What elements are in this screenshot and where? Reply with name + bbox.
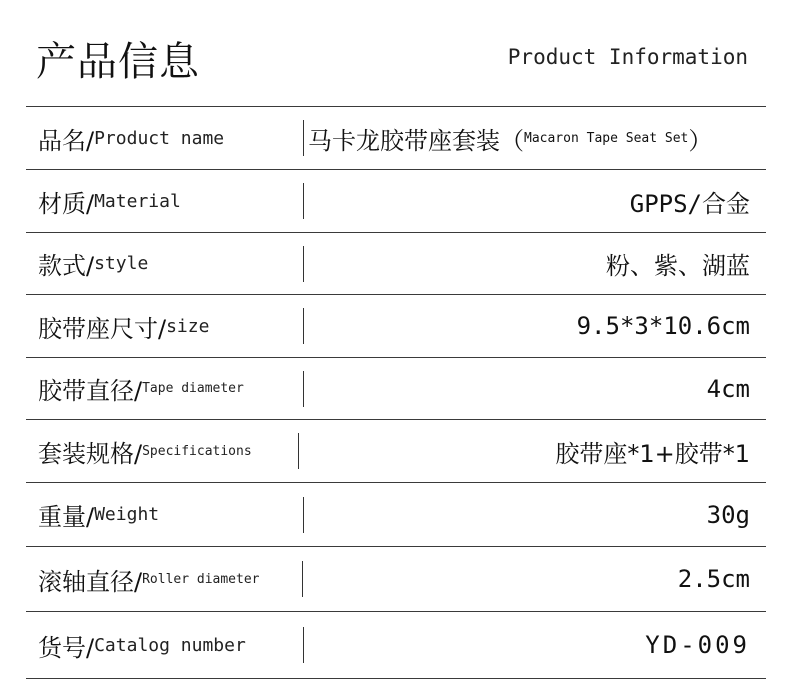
spec-label — [38, 233, 148, 294]
spec-value — [606, 233, 750, 294]
column-separator — [303, 183, 304, 219]
spec-value-text: GPPS/合金 — [629, 189, 750, 218]
spec-row-product-name — [26, 107, 766, 169]
spec-value — [555, 420, 750, 482]
spec-label-cn: 滚轴直径/ — [38, 567, 143, 596]
spec-label-cn: 胶带直径/ — [38, 377, 143, 405]
spec-value-text: 4cm — [706, 374, 750, 403]
spec-value — [678, 547, 750, 611]
spec-label-cn: 材质/ — [38, 189, 95, 218]
spec-row-size — [26, 295, 766, 357]
spec-label-en: Tape diameter — [142, 381, 244, 396]
paren-close: ） — [688, 126, 713, 155]
spec-label-en: Roller diameter — [142, 571, 260, 587]
spec-value — [577, 295, 750, 357]
spec-label-cn: 重量/ — [38, 503, 95, 531]
column-separator — [303, 120, 304, 156]
spec-label-cn: 胶带座尺寸/ — [38, 314, 167, 343]
spec-value-text: 粉、紫、湖蓝 — [606, 252, 750, 280]
spec-value — [308, 107, 712, 169]
column-separator — [303, 627, 304, 663]
spec-row-material — [26, 170, 766, 232]
column-separator — [303, 497, 304, 533]
spec-label — [38, 420, 252, 482]
spec-value — [645, 612, 750, 678]
column-separator — [303, 308, 304, 344]
divider — [26, 678, 766, 679]
spec-label-en: size — [166, 315, 210, 337]
spec-label — [38, 612, 246, 678]
spec-row-catalog-number — [26, 612, 766, 678]
spec-label-en: Weight — [94, 504, 160, 525]
page-subtitle: Product Information — [507, 45, 748, 69]
spec-label — [38, 107, 224, 169]
spec-row-tape-diameter — [26, 358, 766, 419]
page-title: 产品信息 — [36, 39, 200, 85]
column-separator — [298, 433, 299, 469]
spec-label-cn: 货号/ — [38, 633, 95, 662]
spec-value-text: 9.5*3*10.6cm — [576, 312, 750, 340]
spec-label-en: Material — [94, 190, 181, 212]
spec-label-en: style — [94, 253, 149, 274]
spec-label-cn: 款式/ — [38, 252, 95, 280]
column-separator — [302, 561, 303, 597]
spec-row-style — [26, 233, 766, 294]
spec-label — [38, 170, 181, 232]
spec-label — [38, 295, 209, 357]
spec-row-roller-diameter — [26, 547, 766, 611]
spec-label — [38, 358, 244, 419]
spec-value — [630, 170, 750, 232]
spec-label-cn: 套装规格/ — [38, 439, 143, 468]
spec-value-en: Macaron Tape Seat Set — [524, 130, 689, 146]
spec-value — [707, 483, 750, 546]
column-separator — [303, 246, 304, 282]
spec-label-cn: 品名/ — [38, 126, 95, 155]
column-separator — [303, 371, 304, 407]
spec-value-text: YD-009 — [645, 631, 750, 659]
spec-row-specifications — [26, 420, 766, 482]
spec-label-en: Catalog number — [94, 634, 246, 656]
header — [0, 0, 790, 106]
spec-value — [707, 358, 750, 419]
spec-label — [38, 547, 260, 611]
spec-value-text: 2.5cm — [677, 565, 750, 593]
spec-value-text: 胶带座*1+胶带*1 — [555, 439, 750, 468]
spec-label — [38, 483, 159, 546]
spec-value-cn: 马卡龙胶带座套装 — [308, 126, 500, 155]
spec-value-text: 30g — [706, 500, 750, 529]
spec-label-en: Product name — [94, 127, 225, 149]
spec-row-weight — [26, 483, 766, 546]
paren-open: （ — [500, 126, 524, 155]
spec-label-en: Specifications — [142, 443, 252, 459]
